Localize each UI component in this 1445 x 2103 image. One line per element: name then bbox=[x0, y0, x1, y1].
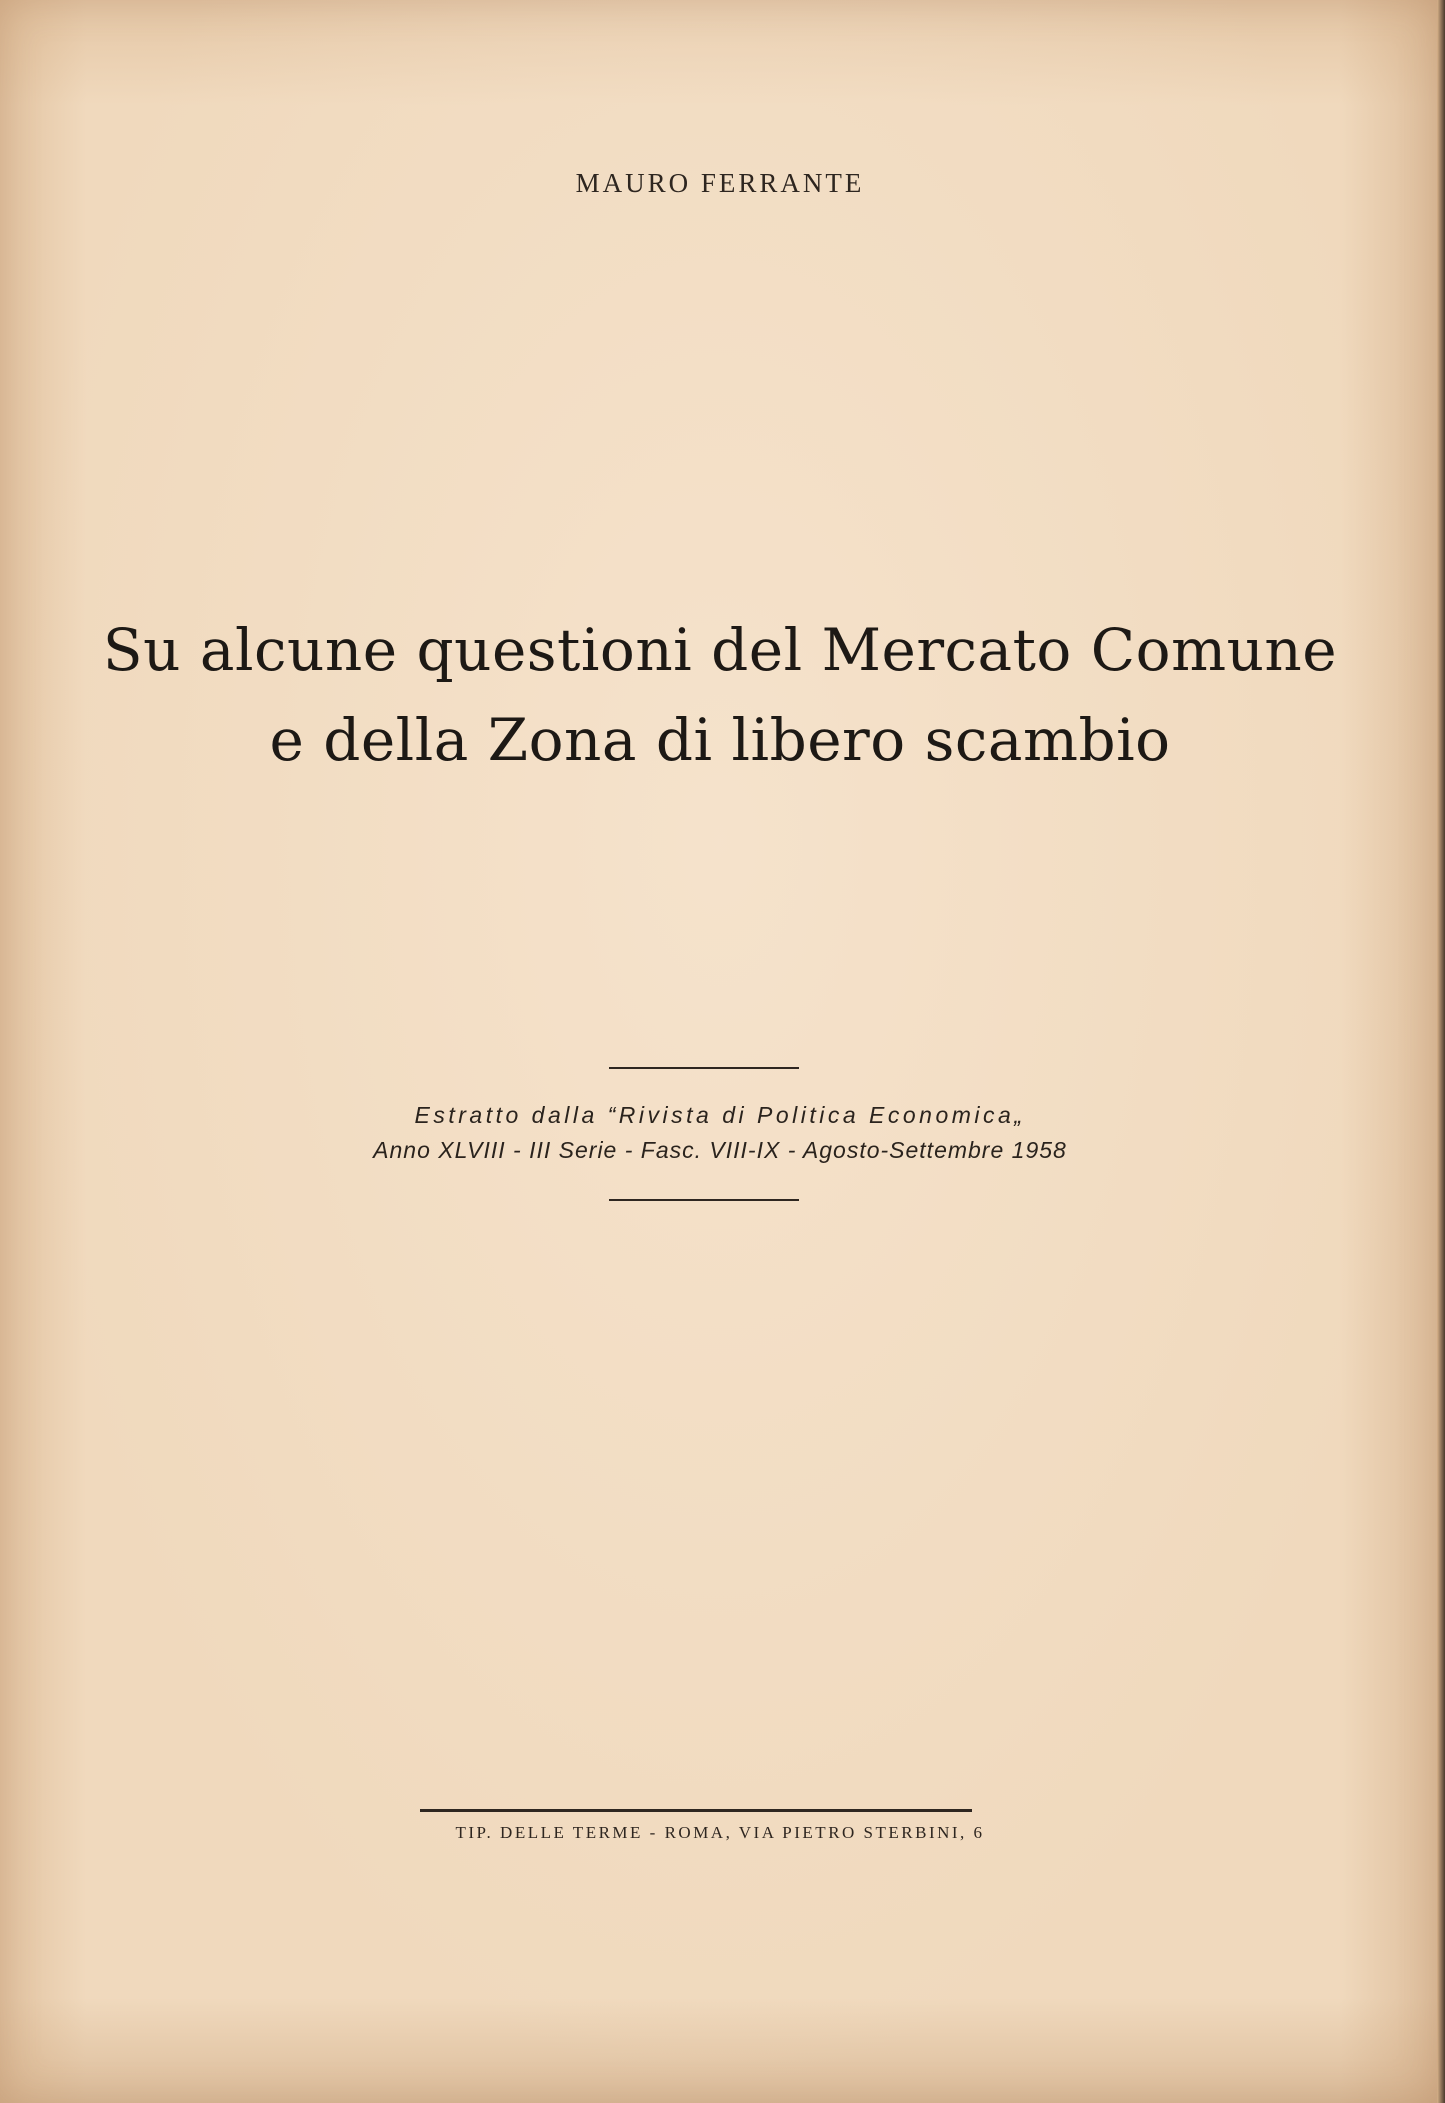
author-name: MAURO FERRANTE bbox=[575, 168, 865, 198]
page-edge-shadow bbox=[1437, 0, 1445, 2103]
printer-divider bbox=[420, 1809, 972, 1812]
title-line-2: e della Zona di libero scambio bbox=[269, 706, 1171, 774]
divider-top bbox=[609, 1067, 799, 1069]
extract-note bbox=[0, 1098, 1440, 1168]
printer-imprint: TIP. DELLE TERME - ROMA, VIA PIETRO STERBINI, 6 bbox=[455, 1823, 985, 1842]
document-title bbox=[0, 605, 1440, 785]
divider-bottom bbox=[609, 1199, 799, 1201]
extract-line-2: Anno XLVIII - III Serie - Fasc. VIII-IX - Agosto-Settembre 1958 bbox=[373, 1137, 1067, 1163]
title-line-1: Su alcune questioni del Mercato Comune bbox=[102, 616, 1338, 684]
extract-line-1: Estratto dalla “Rivista di Politica Economica„ bbox=[414, 1102, 1026, 1128]
